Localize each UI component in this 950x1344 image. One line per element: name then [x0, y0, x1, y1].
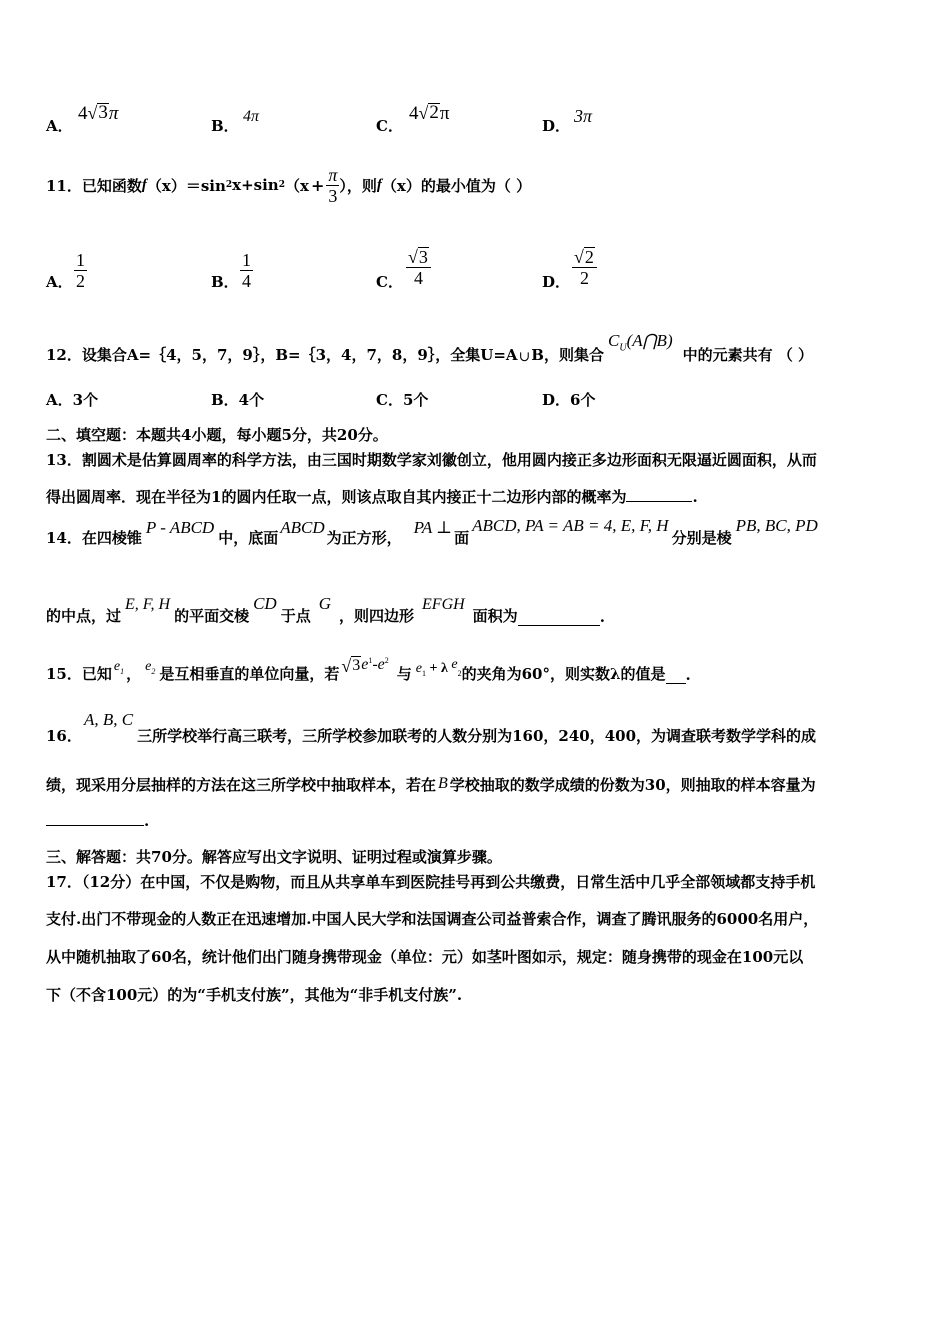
section-2-heading: 二、填空题：本题共4小题，每小题5分，共20分。 — [46, 426, 388, 444]
q14-line-1: 14．在四棱锥 P - ABCD 中，底面 ABCD 为正方形， PA ⊥ 面 ABCD, PA = AB = 4, E, F, H 分别是棱 PB, BC, PD — [46, 516, 818, 547]
q14-line-2: 的中点，过 E, F, H 的平面交棱 CD 于点 G ，则四边形 EFGH 面积为 . — [46, 594, 605, 626]
q13-line-2: 得出圆周率．现在半径为1的圆内任取一点，则该点取自其内接正十二边形内部的概率为 . — [46, 488, 698, 506]
q13-line-1: 13．割圆术是估算圆周率的科学方法，由三国时期数学家刘徽创立，他用圆内接正多边形面积无限逼近圆面积，从而 — [46, 451, 817, 469]
q17-line-4: 下（不含100元）的为“手机支付族”，其他为“非手机支付族”. — [46, 986, 463, 1004]
q16-answer-blank[interactable] — [46, 825, 144, 826]
section-3-heading: 三、解答题：共70分。解答应写出文字说明、证明过程或演算步骤。 — [46, 848, 502, 866]
q12-option-c: C．5个 — [376, 391, 429, 409]
q10-option-a-label: A． — [46, 117, 73, 135]
q12-option-d: D．6个 — [542, 391, 596, 409]
expr-e1-plus-lambda-e2: $e_1 + \lambda$ $e_2$ — [415, 657, 462, 678]
q17-line-3: 从中随机抽取了60名，统计他们出门随身携带现金（单位：元）如茎叶图如示，规定：随身携带的现金在100元以 — [46, 948, 804, 966]
q11-option-c-value: √ 3 4 — [406, 247, 431, 288]
q16-line-1: 16． A, B, C 三所学校举行高三联考，三所学校参加联考的人数分别为160，240，400，为调查联考数学学科的成 — [46, 710, 817, 745]
q13-answer-blank[interactable] — [626, 501, 692, 502]
q10-option-a-value: 4 √ 3 π — [78, 102, 119, 124]
q12-option-a: A．3个 — [46, 391, 99, 409]
q11-stem: 11．已知函数 f （x） ＝sin 2 x+sin 2 （x + $\frac{\pi}{3}$ ），则 f （x） 的最小值为（ ） — [46, 164, 532, 206]
q11-option-d-value: √ 2 2 — [572, 247, 597, 288]
complement-expr: $C_U(A⋂B)$ — [607, 330, 673, 353]
q11-option-b-label: B． — [211, 273, 239, 291]
vector-e1: $e_1$ — [113, 659, 125, 676]
q11-option-d-label: D． — [542, 273, 571, 291]
q11-option-c-label: C． — [376, 273, 403, 291]
q15-stem: 15．已知 $e_1$ ， $e_2$ 是互相垂直的单位向量，若 √ 3 e $^1$ - e $^2$ 与 $e_1 + \lambda$ $e_2$ 的夹角为60°，则实数λ的值是 . — [46, 656, 691, 684]
q15-answer-blank[interactable] — [666, 683, 686, 684]
q10-option-c-value: 4 √ 2 π — [409, 102, 450, 124]
q10-option-b-value: 4π — [243, 108, 260, 125]
vector-e2: $e_2$ — [145, 659, 156, 676]
pi-over-three: $\frac{\pi}{3}$ — [328, 164, 338, 206]
q17-line-1: 17．（12分）在中国，不仅是购物，而且从共享单车到医院挂号再到公共缴费，日常生活中几乎全部领域都支持手机 — [46, 873, 816, 891]
q16-line-2: 绩，现采用分层抽样的方法在这三所学校中抽取样本，若在 B 学校抽取的数学成绩的份数为30，则抽取的样本容量为 — [46, 775, 816, 794]
q10-option-d-value: 3π — [574, 106, 593, 126]
q10-option-b-label: B． — [211, 117, 239, 135]
q11-option-a-label: A． — [46, 273, 73, 291]
q10-option-d-label: D． — [542, 117, 571, 135]
expr-sqrt3e1-minus-e2: √ 3 e $^1$ - e $^2$ — [341, 656, 389, 676]
q17-line-2: 支付.出门不带现金的人数正在迅速增加.中国人民大学和法国调查公司益普索合作，调查了腾讯服务的6000名用户， — [46, 910, 819, 928]
q10-option-c-label: C． — [376, 117, 403, 135]
q14-answer-blank[interactable] — [518, 625, 600, 626]
q12-option-b: B．4个 — [211, 391, 265, 409]
q11-option-a-value: $\frac{1}{2}$ — [76, 250, 85, 291]
q12-stem: 12．设集合A=｛4，5，7，9｝，B=｛3，4，7，8，9｝，全集U=A ∪ B，则集合 $C_U(A⋂B)$ 中的元素共有 （ ） — [46, 330, 814, 365]
q11-option-b-value: $\frac{1}{4}$ — [242, 250, 251, 291]
q16-line-3: . — [46, 812, 149, 830]
